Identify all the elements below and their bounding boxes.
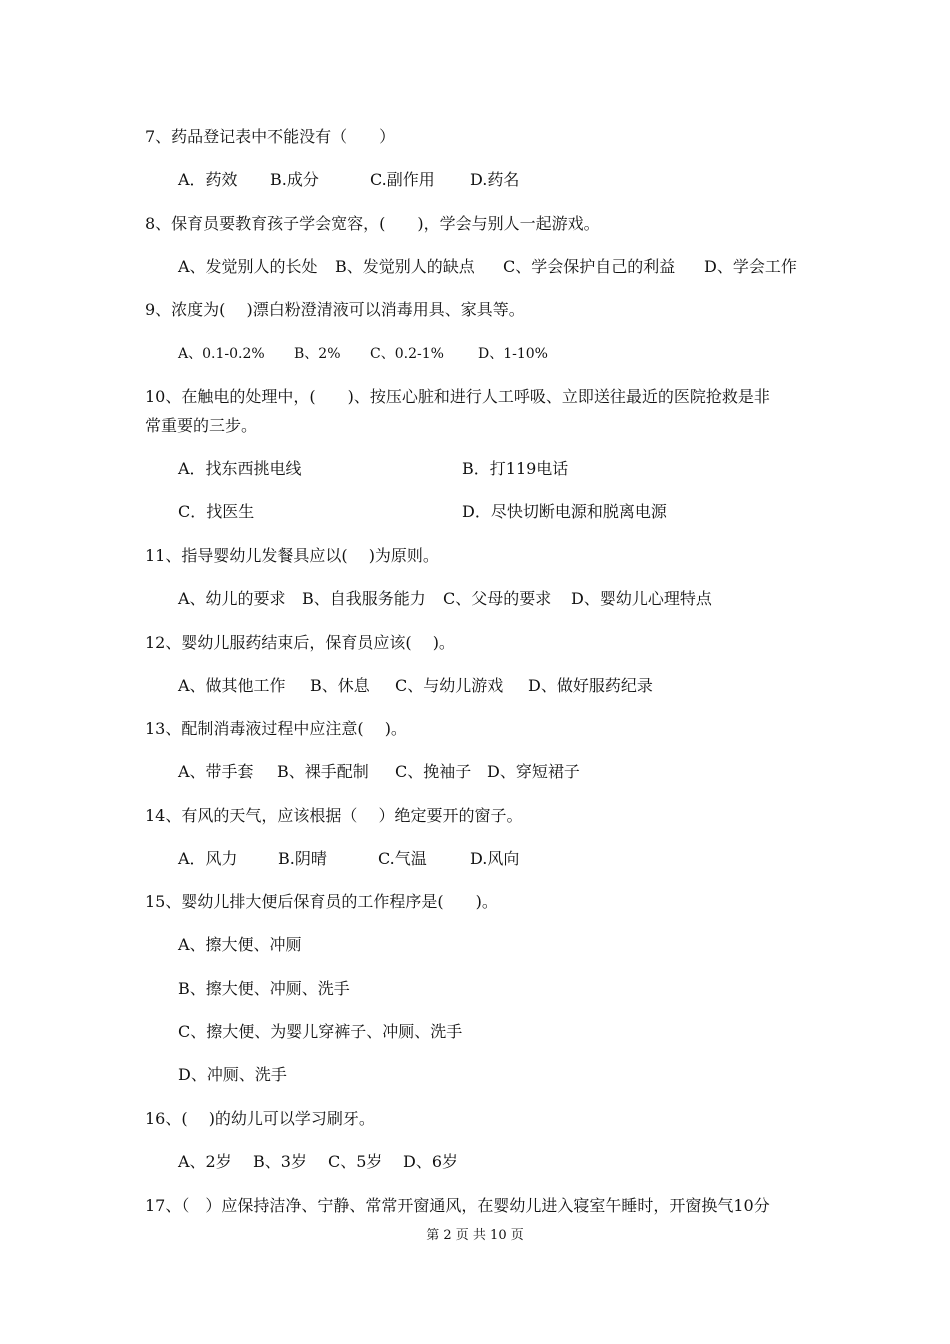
option-b: B、自我服务能力: [302, 589, 426, 608]
page-number-footer: 第 2 页 共 10 页: [426, 1228, 524, 1243]
question-11-stem: 11、指导婴幼儿发餐具应以( )为原则。: [145, 546, 439, 565]
option-a: A、幼儿的要求: [178, 589, 286, 608]
option-c: C、5岁: [328, 1152, 383, 1171]
option-a: A、发觉别人的长处: [178, 257, 318, 276]
question-12-stem: 12、婴幼儿服药结束后，保育员应该( )。: [145, 633, 455, 652]
question-12-options: [0, 676, 950, 776]
option-b: B、2%: [294, 346, 341, 362]
option-d: D、穿短裙子: [487, 762, 580, 781]
option-b: B、3岁: [253, 1152, 307, 1171]
option-d: D.风向: [470, 849, 520, 868]
option-d: D、学会工作: [704, 257, 797, 276]
option-c: C.副作用: [370, 170, 435, 189]
option-c: C、挽袖子: [395, 762, 472, 781]
option-d: D.药名: [470, 170, 520, 189]
option-a: A、带手套: [178, 762, 254, 781]
option-b: B、裸手配制: [277, 762, 369, 781]
question-14-stem: 14、有风的天气，应该根据（ ）绝定要开的窗子。: [145, 806, 523, 825]
option-b: B．打119电话: [462, 459, 569, 478]
option-a: A、2岁: [178, 1152, 232, 1171]
option-c: C.气温: [378, 849, 427, 868]
option-b: B.阴晴: [278, 849, 327, 868]
question-15-option-d: D、冲厕、洗手: [178, 1065, 287, 1084]
question-16-stem: 16、( )的幼儿可以学习刷牙。: [145, 1109, 375, 1128]
question-8-stem: 8、保育员要教育孩子学会宽容，( )，学会与别人一起游戏。: [145, 214, 600, 233]
option-c: C、0.2-1%: [370, 346, 444, 362]
option-c: C、与幼儿游戏: [395, 676, 504, 695]
option-a: A、做其他工作: [178, 676, 286, 695]
question-11-options: [0, 589, 950, 689]
question-10-stem-line-2: 常重要的三步。: [145, 416, 258, 435]
option-b: B、发觉别人的缺点: [335, 257, 475, 276]
question-15-option-a: A、擦大便、冲厕: [178, 935, 302, 954]
question-13-stem: 13、配制消毒液过程中应注意( )。: [145, 719, 407, 738]
option-b: B、休息: [310, 676, 370, 695]
option-a: A．找东西挑电线: [178, 459, 302, 478]
option-a: A．风力: [178, 849, 238, 868]
option-c: C．找医生: [178, 502, 255, 521]
option-c: C、父母的要求: [443, 589, 552, 608]
option-d: D、6岁: [403, 1152, 459, 1171]
question-9-stem: 9、浓度为( )漂白粉澄清液可以消毒用具、家具等。: [145, 300, 525, 319]
question-15-stem: 15、婴幼儿排大便后保育员的工作程序是( )。: [145, 892, 498, 911]
option-d: D、婴幼儿心理特点: [571, 589, 712, 608]
question-10-options-row-2: [0, 502, 950, 562]
option-a: A、0.1-0.2%: [178, 346, 265, 362]
option-a: A．药效: [178, 170, 238, 189]
option-d: D、1-10%: [478, 346, 548, 362]
option-c: C、学会保护自己的利益: [503, 257, 676, 276]
question-10-stem-line-1: 10、在触电的处理中，( )、按压心脏和进行人工呼吸、立即送往最近的医院抢救是非: [145, 387, 770, 406]
option-b: B.成分: [270, 170, 319, 189]
question-17-stem: 17、（ ）应保持洁净、宁静、常常开窗通风，在婴幼儿进入寝室午睡时，开窗换气10分: [145, 1196, 770, 1215]
question-15-option-c: C、擦大便、为婴儿穿裤子、冲厕、洗手: [178, 1022, 463, 1041]
question-7-stem: 7、药品登记表中不能没有（ ）: [145, 127, 396, 146]
option-d: D、做好服药纪录: [528, 676, 653, 695]
option-d: D．尽快切断电源和脱离电源: [462, 502, 667, 521]
question-15-option-b: B、擦大便、冲厕、洗手: [178, 979, 350, 998]
